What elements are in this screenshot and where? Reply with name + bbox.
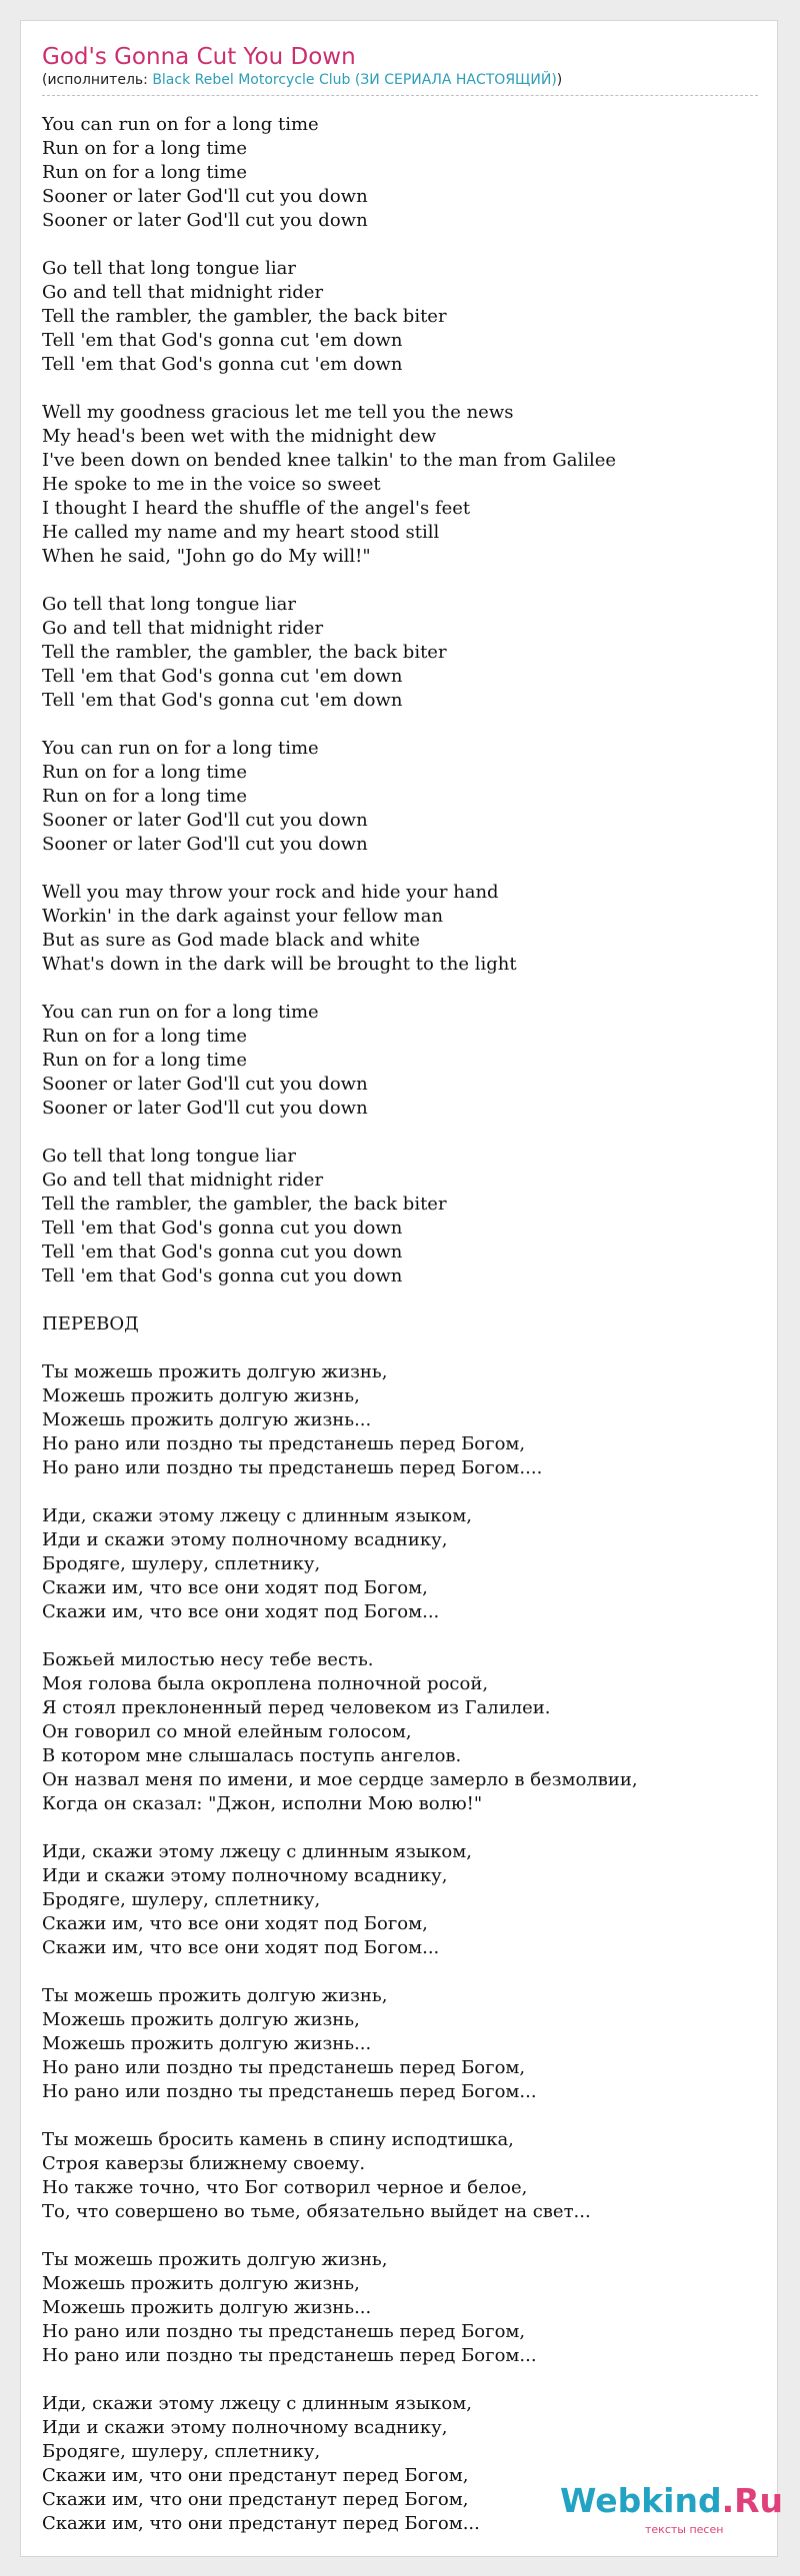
- lyrics-card: [20, 20, 778, 2557]
- lyrics-text: You can run on for a long time Run on for a long time Run on for a long time Sooner or later God'll cut you down Sooner or later God'll cut you down Go tell that long tongue liar Go and tell that midnight rider Tell the rambler, the gambler, the back biter Tell 'em that God's gonna cut 'em down Tell 'em that God's gonna cut 'em down Well my goodness gracious let me tell you the news My head's been wet with the midnight dew I've been down on bended knee talkin' to the man from Galilee He spoke to me in the voice so sweet I thought I heard the shuffle of the angel's feet He called my name and my heart stood still When he said, "John go do My will!" Go tell that long tongue liar Go and tell that midnight rider Tell the rambler, the gambler, the back biter Tell 'em that God's gonna cut 'em down Tell 'em that God's gonna cut 'em down You can run on for a long time Run on for a long time Run on for a long time Sooner or later God'll cut you down Sooner or later God'll cut you down Well you may throw your rock and hide your hand Workin' in the dark against your fellow man But as sure as God made black and white What's down in the dark will be brought to the light You can run on for a long time Run on for a long time Run on for a long time Sooner or later God'll cut you down Sooner or later God'll cut you down Go tell that long tongue liar Go and tell that midnight rider Tell the rambler, the gambler, the back biter Tell 'em that God's gonna cut you down Tell 'em that God's gonna cut you down Tell 'em that God's gonna cut you down ПЕРЕВОД Ты можешь прожить долгую жизнь, Можешь прожить долгую жизнь, Можешь прожить долгую жизнь... Но рано или поздно ты предстанешь перед Богом, Но рано или поздно ты предстанешь перед Богом.... Иди, скажи этому лжецу с длинным языком, Иди и скажи этому полночному всаднику, Бродяге, шулеру, сплетнику, Скажи им, что все они ходят под Богом, Скажи им, что все они ходят под Богом... Божьей милостью несу тебе весть. Моя голова была окроплена полночной росой, Я стоял преклоненный перед человеком из Галилеи. Он говорил со мной елейным голосом, В котором мне слышалась поступь ангелов. Он назвал меня по имени, и мое сердце замерло в безмолвии, Когда он сказал: "Джон, исполни Мою волю!" Иди, скажи этому лжецу с длинным языком, Иди и скажи этому полночному всаднику, Бродяге, шулеру, сплетнику, Скажи им, что все они ходят под Богом, Скажи им, что все они ходят под Богом... Ты можешь прожить долгую жизнь, Можешь прожить долгую жизнь, Можешь прожить долгую жизнь... Но рано или поздно ты предстанешь перед Богом, Но рано или поздно ты предстанешь перед Богом... Ты можешь бросить камень в спину исподтишка, Строя каверзы ближнему своему. Но также точно, что Бог сотворил черное и белое, То, что совершено во тьме, обязательно выйдет на свет... Ты можешь прожить долгую жизнь, Можешь прожить долгую жизнь, Можешь прожить долгую жизнь... Но рано или поздно ты предстанешь перед Богом, Но рано или поздно ты предстанешь перед Богом... Иди, скажи этому лжецу с длинным языком, Иди и скажи этому полночному всаднику, Бродяге, шулеру, сплетнику, Скажи им, что они предстанут перед Богом, Скажи им, что они предстанут перед Богом, Скажи им, что они предстанут перед Богом...: [42, 114, 638, 2534]
- song-title: God's Gonna Cut You Down: [42, 44, 356, 70]
- logo-tld: .Ru: [721, 2481, 784, 2520]
- site-logo[interactable]: [560, 2481, 784, 2543]
- logo-tagline: тексты песен: [645, 2523, 724, 2536]
- artist-prefix: (исполнитель:: [42, 72, 153, 88]
- artist-suffix: ): [556, 72, 563, 88]
- artist-line: [42, 71, 758, 96]
- artist-link[interactable]: Black Rebel Motorcycle Club (ЗИ СЕРИАЛА НАСТОЯЩИЙ): [152, 72, 557, 88]
- logo-main-text: Webkind: [560, 2481, 722, 2520]
- logo-wordmark: [560, 2481, 783, 2521]
